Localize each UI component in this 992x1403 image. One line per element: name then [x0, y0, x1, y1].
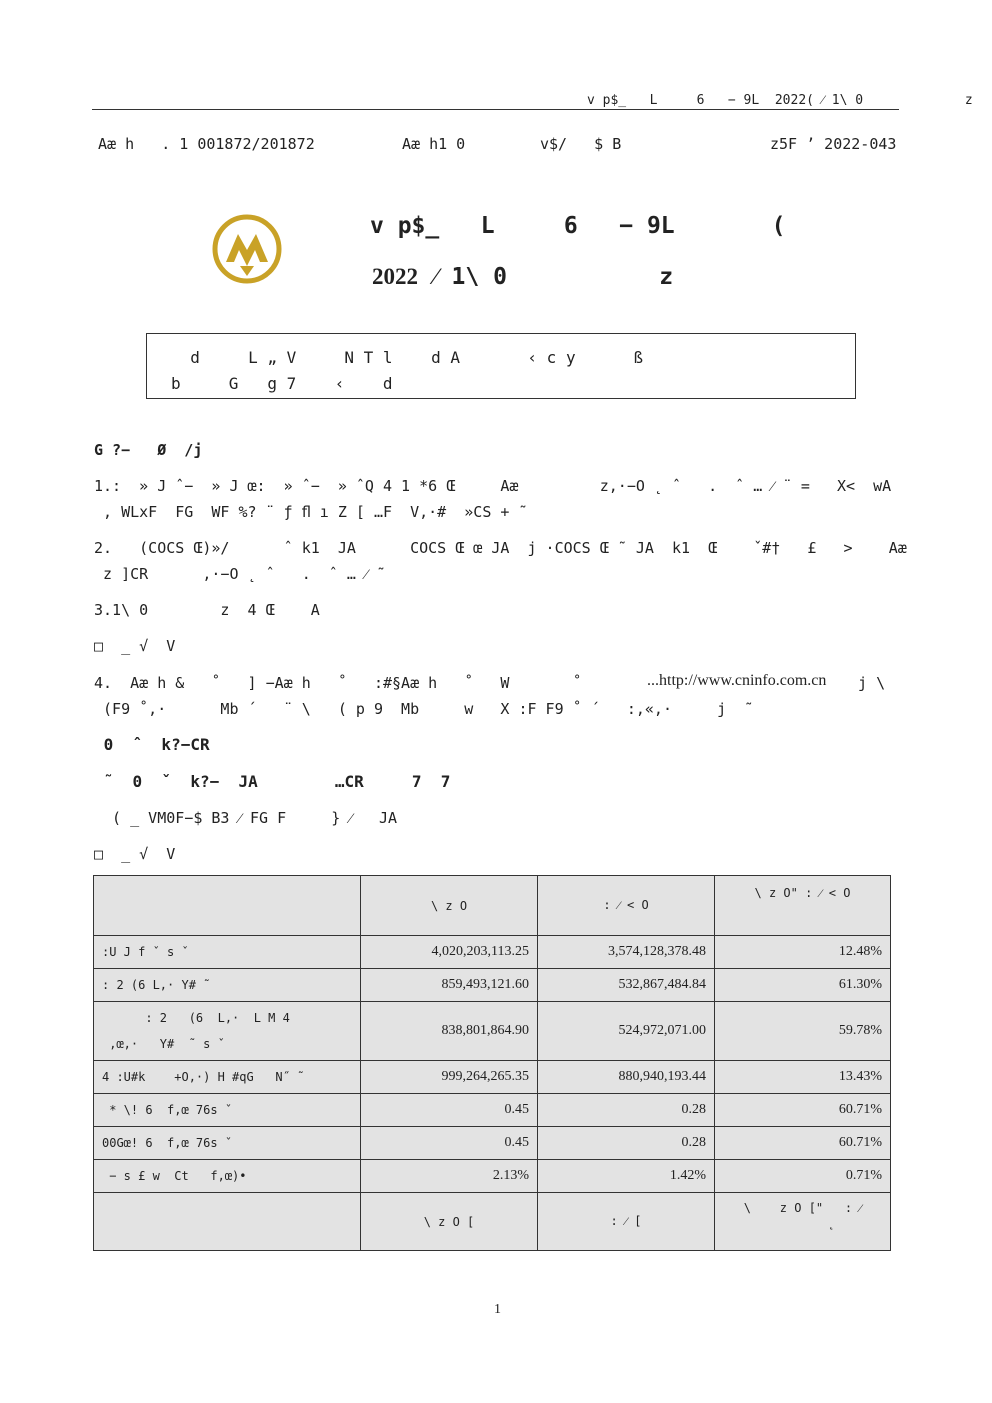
row-label: : 2 (6 L,· Y# ˜	[94, 969, 361, 1002]
row-label: 4 :U#k +O,·) H #qG N˝ ˜	[94, 1061, 361, 1094]
title-line-2: ⁄ 1\ 0 z	[420, 264, 674, 290]
table-footer-cell: \ z O [" : ⁄ ˛	[715, 1193, 891, 1251]
table-row	[94, 1002, 891, 1061]
row-label: :U J f ˇ s ˇ	[94, 936, 361, 969]
table-header-cell: \ z O	[361, 876, 538, 936]
change-value: 12.48%	[715, 936, 891, 969]
prior-value: 0.28	[538, 1094, 715, 1127]
company-logo-icon	[212, 214, 282, 284]
notice-line-1: d L „ V N T l d A ‹ c y ß	[171, 348, 644, 367]
table-footer-cell	[94, 1193, 361, 1251]
current-value: 859,493,121.60	[361, 969, 538, 1002]
change-value: 61.30%	[715, 969, 891, 1002]
prior-value: 0.28	[538, 1127, 715, 1160]
running-header: v p$_ L 6 − 9L 2022( ⁄ 1\ 0 z	[587, 93, 973, 108]
item-1-line-a: 1.: » J ˆ− » J œ: » ˆ− » ˆQ 4 1 *6 Œ Aæ z,·−O ˛ ˆ . ˆ … ⁄ ¨ = X< wA	[94, 477, 892, 495]
table-footer-cell: : ⁄ [	[538, 1193, 715, 1251]
table-row	[94, 1160, 891, 1193]
section-1-heading: 0 ˆ k?−CR	[94, 735, 210, 754]
table-header-row	[94, 876, 891, 936]
row-label-line: : 2 (6 L,· L M 4	[102, 1011, 290, 1025]
row-label: * \! 6 f,œ 76s ˇ	[94, 1094, 361, 1127]
current-value: 0.45	[361, 1094, 538, 1127]
checkbox-line-1: □ _ √ V	[94, 637, 176, 655]
table-row	[94, 936, 891, 969]
item-2-line-b: z ]CR ,·−O ˛ ˆ . ˆ … ⁄ ˜	[94, 565, 386, 583]
table-header-cell	[94, 876, 361, 936]
item-4-tail: j \	[840, 674, 886, 692]
prior-value: 532,867,484.84	[538, 969, 715, 1002]
prior-value: 880,940,193.44	[538, 1061, 715, 1094]
table-row	[94, 969, 891, 1002]
section-1-note: ( _ VM0F−$ B3 ⁄ FG F } ⁄ JA	[94, 809, 398, 827]
table-header-cell: \ z O" : ⁄ < O	[715, 876, 891, 936]
change-value: 60.71%	[715, 1127, 891, 1160]
cninfo-link[interactable]: ...http://www.cninfo.com.cn	[647, 672, 827, 689]
prior-value: 524,972,071.00	[538, 1002, 715, 1061]
table-footer-cell: \ z O [	[361, 1193, 538, 1251]
item-4-line-b: (F9 ˚,· Mb ´ ¨ \ ( p 9 Mb w X :F F9 ˚ ´ :,«,· j ˜	[94, 700, 754, 718]
row-label	[94, 1002, 361, 1061]
section-1-subheading: ˜ 0 ˇ k?− JA …CR 7 7	[94, 772, 451, 791]
change-value: 59.78%	[715, 1002, 891, 1061]
table-row	[94, 1094, 891, 1127]
prior-value: 1.42%	[538, 1160, 715, 1193]
table-footer-row	[94, 1193, 891, 1251]
important-heading: G ?− Ø /j	[94, 441, 203, 459]
title-line-1: v p$_ L 6 − 9L (	[370, 213, 786, 239]
row-label: 00Gœ! 6 f,œ 76s ˇ	[94, 1127, 361, 1160]
item-2-line-a: 2. (COCS Œ)»/ ˆ k1 JA COCS Œ œ JA j ·COCS Œ ˜ JA k1 Œ ˇ#† £ > Aæ	[94, 539, 907, 557]
change-value: 13.43%	[715, 1061, 891, 1094]
prior-value: 3,574,128,378.48	[538, 936, 715, 969]
stock-abbreviation: Aæ h1 0	[402, 135, 466, 153]
item-3: 3.1\ 0 z 4 Œ A	[94, 601, 320, 619]
row-label-line: ,œ,· Y# ˜ s ˇ	[102, 1037, 225, 1051]
checkbox-line-2: □ _ √ V	[94, 845, 176, 863]
announcement-number: z5F ’ 2022-043	[770, 135, 897, 153]
current-value: 4,020,203,113.25	[361, 936, 538, 969]
current-value: 2.13%	[361, 1160, 538, 1193]
table-row	[94, 1061, 891, 1094]
title-year: 2022	[372, 264, 418, 289]
stock-code: Aæ h . 1 001872/201872	[98, 135, 315, 153]
notice-line-2: b G g 7 ‹ d	[171, 374, 393, 393]
page-number: 1	[494, 1302, 501, 1317]
header-rule	[92, 109, 899, 110]
company-abbreviation: v$/ $ B	[540, 135, 622, 153]
financial-data-table	[93, 875, 891, 1251]
table-header-cell: : ⁄ < O	[538, 876, 715, 936]
current-value: 838,801,864.90	[361, 1002, 538, 1061]
row-label: − s £ w Ct f,œ)•	[94, 1160, 361, 1193]
table-row	[94, 1127, 891, 1160]
item-1-line-b: , WLxF FG WF %? ¨ ƒ ﬂ ı Z [ …F V,·# »CS + ˜	[94, 503, 528, 521]
change-value: 0.71%	[715, 1160, 891, 1193]
current-value: 0.45	[361, 1127, 538, 1160]
notice-box	[146, 333, 856, 399]
current-value: 999,264,265.35	[361, 1061, 538, 1094]
change-value: 60.71%	[715, 1094, 891, 1127]
item-4-line-a: 4. Aæ h & ˚ ] −Aæ h ˚ :#§Aæ h ˚ W ˚	[94, 674, 600, 692]
